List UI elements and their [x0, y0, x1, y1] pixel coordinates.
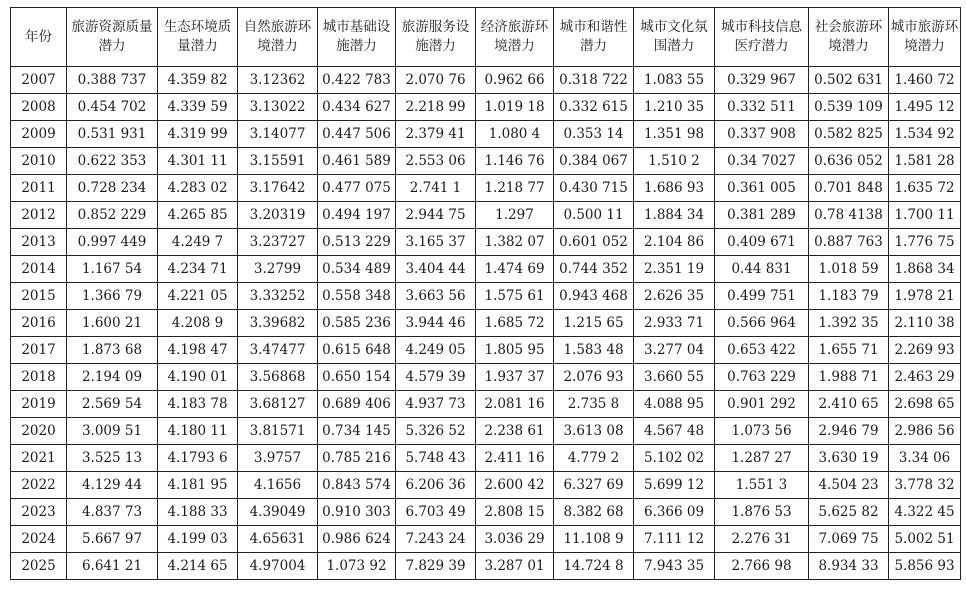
value-cell: 4.214 65 — [158, 553, 238, 580]
value-cell: 0.887 763 — [809, 229, 889, 256]
value-cell: 5.625 82 — [809, 499, 889, 526]
value-cell: 3.287 01 — [476, 553, 554, 580]
value-cell: 4.208 9 — [158, 310, 238, 337]
value-cell: 4.301 11 — [158, 148, 238, 175]
column-header: 城市和谐性潜力 — [554, 8, 634, 67]
value-cell: 3.630 19 — [809, 445, 889, 472]
value-cell: 2.379 41 — [396, 121, 476, 148]
value-cell: 0.384 067 — [554, 148, 634, 175]
value-cell: 0.653 422 — [715, 337, 809, 364]
value-cell: 2.076 93 — [554, 364, 634, 391]
value-cell: 0.763 229 — [715, 364, 809, 391]
value-cell: 3.404 44 — [396, 256, 476, 283]
value-cell: 4.97004 — [238, 553, 318, 580]
value-cell: 0.585 236 — [318, 310, 396, 337]
year-cell: 2020 — [11, 418, 67, 445]
table-row — [11, 121, 961, 148]
table-row — [11, 391, 961, 418]
value-cell: 2.569 54 — [67, 391, 158, 418]
value-cell: 6.641 21 — [67, 553, 158, 580]
value-cell: 4.339 59 — [158, 94, 238, 121]
value-cell: 0.636 052 — [809, 148, 889, 175]
value-cell: 1.868 34 — [889, 256, 961, 283]
value-cell: 5.748 43 — [396, 445, 476, 472]
value-cell: 4.234 71 — [158, 256, 238, 283]
value-cell: 4.190 01 — [158, 364, 238, 391]
value-cell: 11.108 9 — [554, 526, 634, 553]
value-cell: 5.856 93 — [889, 553, 961, 580]
table-row — [11, 553, 961, 580]
column-header: 社会旅游环境潜力 — [809, 8, 889, 67]
value-cell: 3.15591 — [238, 148, 318, 175]
value-cell: 2.411 16 — [476, 445, 554, 472]
value-cell: 4.567 48 — [634, 418, 715, 445]
value-cell: 0.728 234 — [67, 175, 158, 202]
value-cell: 0.332 615 — [554, 94, 634, 121]
value-cell: 3.17642 — [238, 175, 318, 202]
value-cell: 2.986 56 — [889, 418, 961, 445]
year-cell: 2016 — [11, 310, 67, 337]
value-cell: 1.146 76 — [476, 148, 554, 175]
table-row — [11, 283, 961, 310]
value-cell: 4.180 11 — [158, 418, 238, 445]
table-row — [11, 67, 961, 94]
year-cell: 2023 — [11, 499, 67, 526]
column-header: 经济旅游环境潜力 — [476, 8, 554, 67]
column-header: 旅游资源质量潜力 — [67, 8, 158, 67]
value-cell: 4.199 03 — [158, 526, 238, 553]
value-cell: 0.943 468 — [554, 283, 634, 310]
value-cell: 1.600 21 — [67, 310, 158, 337]
year-cell: 2014 — [11, 256, 67, 283]
value-cell: 0.601 052 — [554, 229, 634, 256]
year-cell: 2022 — [11, 472, 67, 499]
column-header: 生态环境质量潜力 — [158, 8, 238, 67]
value-cell: 0.422 783 — [318, 67, 396, 94]
value-cell: 1.073 56 — [715, 418, 809, 445]
value-cell: 0.499 751 — [715, 283, 809, 310]
value-cell: 1.080 4 — [476, 121, 554, 148]
year-cell: 2015 — [11, 283, 67, 310]
value-cell: 0.622 353 — [67, 148, 158, 175]
value-cell: 4.779 2 — [554, 445, 634, 472]
year-cell: 2009 — [11, 121, 67, 148]
value-cell: 0.461 589 — [318, 148, 396, 175]
value-cell: 2.081 16 — [476, 391, 554, 418]
value-cell: 6.703 49 — [396, 499, 476, 526]
table-row — [11, 310, 961, 337]
value-cell: 2.276 31 — [715, 526, 809, 553]
value-cell: 1.218 77 — [476, 175, 554, 202]
value-cell: 1.382 07 — [476, 229, 554, 256]
value-cell: 0.734 145 — [318, 418, 396, 445]
value-cell: 1.988 71 — [809, 364, 889, 391]
value-cell: 3.20319 — [238, 202, 318, 229]
value-cell: 0.558 348 — [318, 283, 396, 310]
value-cell: 4.088 95 — [634, 391, 715, 418]
value-cell: 2.110 38 — [889, 310, 961, 337]
year-cell: 2024 — [11, 526, 67, 553]
value-cell: 3.33252 — [238, 283, 318, 310]
value-cell: 2.735 8 — [554, 391, 634, 418]
table-header-row — [11, 8, 961, 67]
value-cell: 0.615 648 — [318, 337, 396, 364]
table-row — [11, 94, 961, 121]
value-cell: 3.12362 — [238, 67, 318, 94]
value-cell: 4.359 82 — [158, 67, 238, 94]
value-cell: 3.68127 — [238, 391, 318, 418]
table-row — [11, 337, 961, 364]
value-cell: 1.018 59 — [809, 256, 889, 283]
value-cell: 0.477 075 — [318, 175, 396, 202]
value-cell: 0.566 964 — [715, 310, 809, 337]
value-cell: 4.188 33 — [158, 499, 238, 526]
value-cell: 0.534 489 — [318, 256, 396, 283]
table-row — [11, 499, 961, 526]
value-cell: 0.34 7027 — [715, 148, 809, 175]
data-table — [10, 7, 961, 580]
value-cell: 8.382 68 — [554, 499, 634, 526]
value-cell: 0.447 506 — [318, 121, 396, 148]
year-cell: 2007 — [11, 67, 67, 94]
value-cell: 5.667 97 — [67, 526, 158, 553]
value-cell: 0.353 14 — [554, 121, 634, 148]
value-cell: 4.265 85 — [158, 202, 238, 229]
value-cell: 1.019 18 — [476, 94, 554, 121]
value-cell: 1.210 35 — [634, 94, 715, 121]
table-row — [11, 175, 961, 202]
value-cell: 3.009 51 — [67, 418, 158, 445]
table-row — [11, 202, 961, 229]
value-cell: 0.701 848 — [809, 175, 889, 202]
value-cell: 0.329 967 — [715, 67, 809, 94]
value-cell: 4.504 23 — [809, 472, 889, 499]
value-cell: 3.277 04 — [634, 337, 715, 364]
value-cell: 1.655 71 — [809, 337, 889, 364]
value-cell: 0.78 4138 — [809, 202, 889, 229]
column-header-year: 年份 — [11, 8, 67, 67]
value-cell: 2.194 09 — [67, 364, 158, 391]
value-cell: 1.215 65 — [554, 310, 634, 337]
value-cell: 1.700 11 — [889, 202, 961, 229]
value-cell: 1.884 34 — [634, 202, 715, 229]
value-cell: 7.829 39 — [396, 553, 476, 580]
value-cell: 0.582 825 — [809, 121, 889, 148]
value-cell: 1.351 98 — [634, 121, 715, 148]
value-cell: 2.698 65 — [889, 391, 961, 418]
value-cell: 2.463 29 — [889, 364, 961, 391]
value-cell: 1.978 21 — [889, 283, 961, 310]
value-cell: 8.934 33 — [809, 553, 889, 580]
value-cell: 0.332 511 — [715, 94, 809, 121]
table-row — [11, 526, 961, 553]
value-cell: 1.685 72 — [476, 310, 554, 337]
table-row — [11, 148, 961, 175]
value-cell: 1.583 48 — [554, 337, 634, 364]
value-cell: 6.206 36 — [396, 472, 476, 499]
column-header: 城市科技信息医疗潜力 — [715, 8, 809, 67]
year-cell: 2018 — [11, 364, 67, 391]
value-cell: 4.181 95 — [158, 472, 238, 499]
value-cell: 0.361 005 — [715, 175, 809, 202]
value-cell: 4.1793 6 — [158, 445, 238, 472]
value-cell: 2.808 15 — [476, 499, 554, 526]
table-row — [11, 229, 961, 256]
value-cell: 2.766 98 — [715, 553, 809, 580]
table-row — [11, 445, 961, 472]
value-cell: 4.129 44 — [67, 472, 158, 499]
year-cell: 2017 — [11, 337, 67, 364]
value-cell: 1.167 54 — [67, 256, 158, 283]
value-cell: 4.937 73 — [396, 391, 476, 418]
value-cell: 3.34 06 — [889, 445, 961, 472]
value-cell: 1.510 2 — [634, 148, 715, 175]
value-cell: 1.575 61 — [476, 283, 554, 310]
year-cell: 2008 — [11, 94, 67, 121]
value-cell: 4.39049 — [238, 499, 318, 526]
value-cell: 5.326 52 — [396, 418, 476, 445]
value-cell: 1.183 79 — [809, 283, 889, 310]
value-cell: 2.933 71 — [634, 310, 715, 337]
table-row — [11, 364, 961, 391]
value-cell: 0.539 109 — [809, 94, 889, 121]
value-cell: 7.069 75 — [809, 526, 889, 553]
value-cell: 0.843 574 — [318, 472, 396, 499]
value-cell: 3.9757 — [238, 445, 318, 472]
value-cell: 2.553 06 — [396, 148, 476, 175]
value-cell: 0.502 631 — [809, 67, 889, 94]
year-cell: 2010 — [11, 148, 67, 175]
value-cell: 0.430 715 — [554, 175, 634, 202]
value-cell: 5.002 51 — [889, 526, 961, 553]
value-cell: 1.635 72 — [889, 175, 961, 202]
value-cell: 1.551 3 — [715, 472, 809, 499]
value-cell: 0.434 627 — [318, 94, 396, 121]
value-cell: 1.073 92 — [318, 553, 396, 580]
value-cell: 2.626 35 — [634, 283, 715, 310]
value-cell: 5.102 02 — [634, 445, 715, 472]
value-cell: 4.183 78 — [158, 391, 238, 418]
value-cell: 3.944 46 — [396, 310, 476, 337]
value-cell: 3.036 29 — [476, 526, 554, 553]
value-cell: 0.500 11 — [554, 202, 634, 229]
value-cell: 0.388 737 — [67, 67, 158, 94]
value-cell: 4.221 05 — [158, 283, 238, 310]
value-cell: 1.474 69 — [476, 256, 554, 283]
value-cell: 3.23727 — [238, 229, 318, 256]
value-cell: 0.650 154 — [318, 364, 396, 391]
value-cell: 3.525 13 — [67, 445, 158, 472]
column-header: 城市基础设施潜力 — [318, 8, 396, 67]
value-cell: 2.269 93 — [889, 337, 961, 364]
value-cell: 1.534 92 — [889, 121, 961, 148]
value-cell: 14.724 8 — [554, 553, 634, 580]
value-cell: 1.392 35 — [809, 310, 889, 337]
value-cell: 1.083 55 — [634, 67, 715, 94]
value-cell: 1.686 93 — [634, 175, 715, 202]
value-cell: 3.660 55 — [634, 364, 715, 391]
value-cell: 2.944 75 — [396, 202, 476, 229]
value-cell: 0.785 216 — [318, 445, 396, 472]
value-cell: 0.910 303 — [318, 499, 396, 526]
value-cell: 0.494 197 — [318, 202, 396, 229]
value-cell: 3.2799 — [238, 256, 318, 283]
value-cell: 2.104 86 — [634, 229, 715, 256]
value-cell: 4.249 7 — [158, 229, 238, 256]
value-cell: 2.351 19 — [634, 256, 715, 283]
value-cell: 1.581 28 — [889, 148, 961, 175]
value-cell: 3.81571 — [238, 418, 318, 445]
value-cell: 0.44 831 — [715, 256, 809, 283]
value-cell: 4.837 73 — [67, 499, 158, 526]
value-cell: 7.111 12 — [634, 526, 715, 553]
value-cell: 1.876 53 — [715, 499, 809, 526]
value-cell: 3.613 08 — [554, 418, 634, 445]
value-cell: 7.243 24 — [396, 526, 476, 553]
value-cell: 1.495 12 — [889, 94, 961, 121]
value-cell: 1.937 37 — [476, 364, 554, 391]
value-cell: 5.699 12 — [634, 472, 715, 499]
year-cell: 2019 — [11, 391, 67, 418]
table-row — [11, 256, 961, 283]
value-cell: 3.165 37 — [396, 229, 476, 256]
value-cell: 7.943 35 — [634, 553, 715, 580]
value-cell: 3.39682 — [238, 310, 318, 337]
value-cell: 2.946 79 — [809, 418, 889, 445]
value-cell: 0.744 352 — [554, 256, 634, 283]
value-cell: 2.070 76 — [396, 67, 476, 94]
value-cell: 0.962 66 — [476, 67, 554, 94]
value-cell: 3.47477 — [238, 337, 318, 364]
table-row — [11, 418, 961, 445]
value-cell: 0.318 722 — [554, 67, 634, 94]
value-cell: 2.410 65 — [809, 391, 889, 418]
value-cell: 1.873 68 — [67, 337, 158, 364]
value-cell: 3.14077 — [238, 121, 318, 148]
value-cell: 0.689 406 — [318, 391, 396, 418]
year-cell: 2021 — [11, 445, 67, 472]
column-header: 自然旅游环境潜力 — [238, 8, 318, 67]
value-cell: 0.986 624 — [318, 526, 396, 553]
value-cell: 1.297 — [476, 202, 554, 229]
value-cell: 1.776 75 — [889, 229, 961, 256]
table-row — [11, 472, 961, 499]
value-cell: 4.198 47 — [158, 337, 238, 364]
value-cell: 0.901 292 — [715, 391, 809, 418]
year-cell: 2011 — [11, 175, 67, 202]
value-cell: 0.337 908 — [715, 121, 809, 148]
value-cell: 1.366 79 — [67, 283, 158, 310]
value-cell: 2.218 99 — [396, 94, 476, 121]
value-cell: 6.366 09 — [634, 499, 715, 526]
value-cell: 0.513 229 — [318, 229, 396, 256]
table-body — [11, 67, 961, 580]
value-cell: 4.579 39 — [396, 364, 476, 391]
value-cell: 0.997 449 — [67, 229, 158, 256]
value-cell: 2.238 61 — [476, 418, 554, 445]
value-cell: 1.805 95 — [476, 337, 554, 364]
value-cell: 0.531 931 — [67, 121, 158, 148]
value-cell: 4.1656 — [238, 472, 318, 499]
column-header: 城市文化氛围潜力 — [634, 8, 715, 67]
value-cell: 2.600 42 — [476, 472, 554, 499]
value-cell: 0.852 229 — [67, 202, 158, 229]
year-cell: 2013 — [11, 229, 67, 256]
data-table-container — [10, 7, 961, 580]
value-cell: 4.322 45 — [889, 499, 961, 526]
column-header: 旅游服务设施潜力 — [396, 8, 476, 67]
value-cell: 6.327 69 — [554, 472, 634, 499]
value-cell: 3.663 56 — [396, 283, 476, 310]
value-cell: 4.249 05 — [396, 337, 476, 364]
value-cell: 1.460 72 — [889, 67, 961, 94]
value-cell: 0.409 671 — [715, 229, 809, 256]
value-cell: 3.56868 — [238, 364, 318, 391]
value-cell: 2.741 1 — [396, 175, 476, 202]
year-cell: 2025 — [11, 553, 67, 580]
value-cell: 0.381 289 — [715, 202, 809, 229]
value-cell: 4.319 99 — [158, 121, 238, 148]
value-cell: 3.13022 — [238, 94, 318, 121]
value-cell: 3.778 32 — [889, 472, 961, 499]
value-cell: 4.65631 — [238, 526, 318, 553]
value-cell: 0.454 702 — [67, 94, 158, 121]
year-cell: 2012 — [11, 202, 67, 229]
value-cell: 1.287 27 — [715, 445, 809, 472]
column-header: 城市旅游环境潜力 — [889, 8, 961, 67]
value-cell: 4.283 02 — [158, 175, 238, 202]
